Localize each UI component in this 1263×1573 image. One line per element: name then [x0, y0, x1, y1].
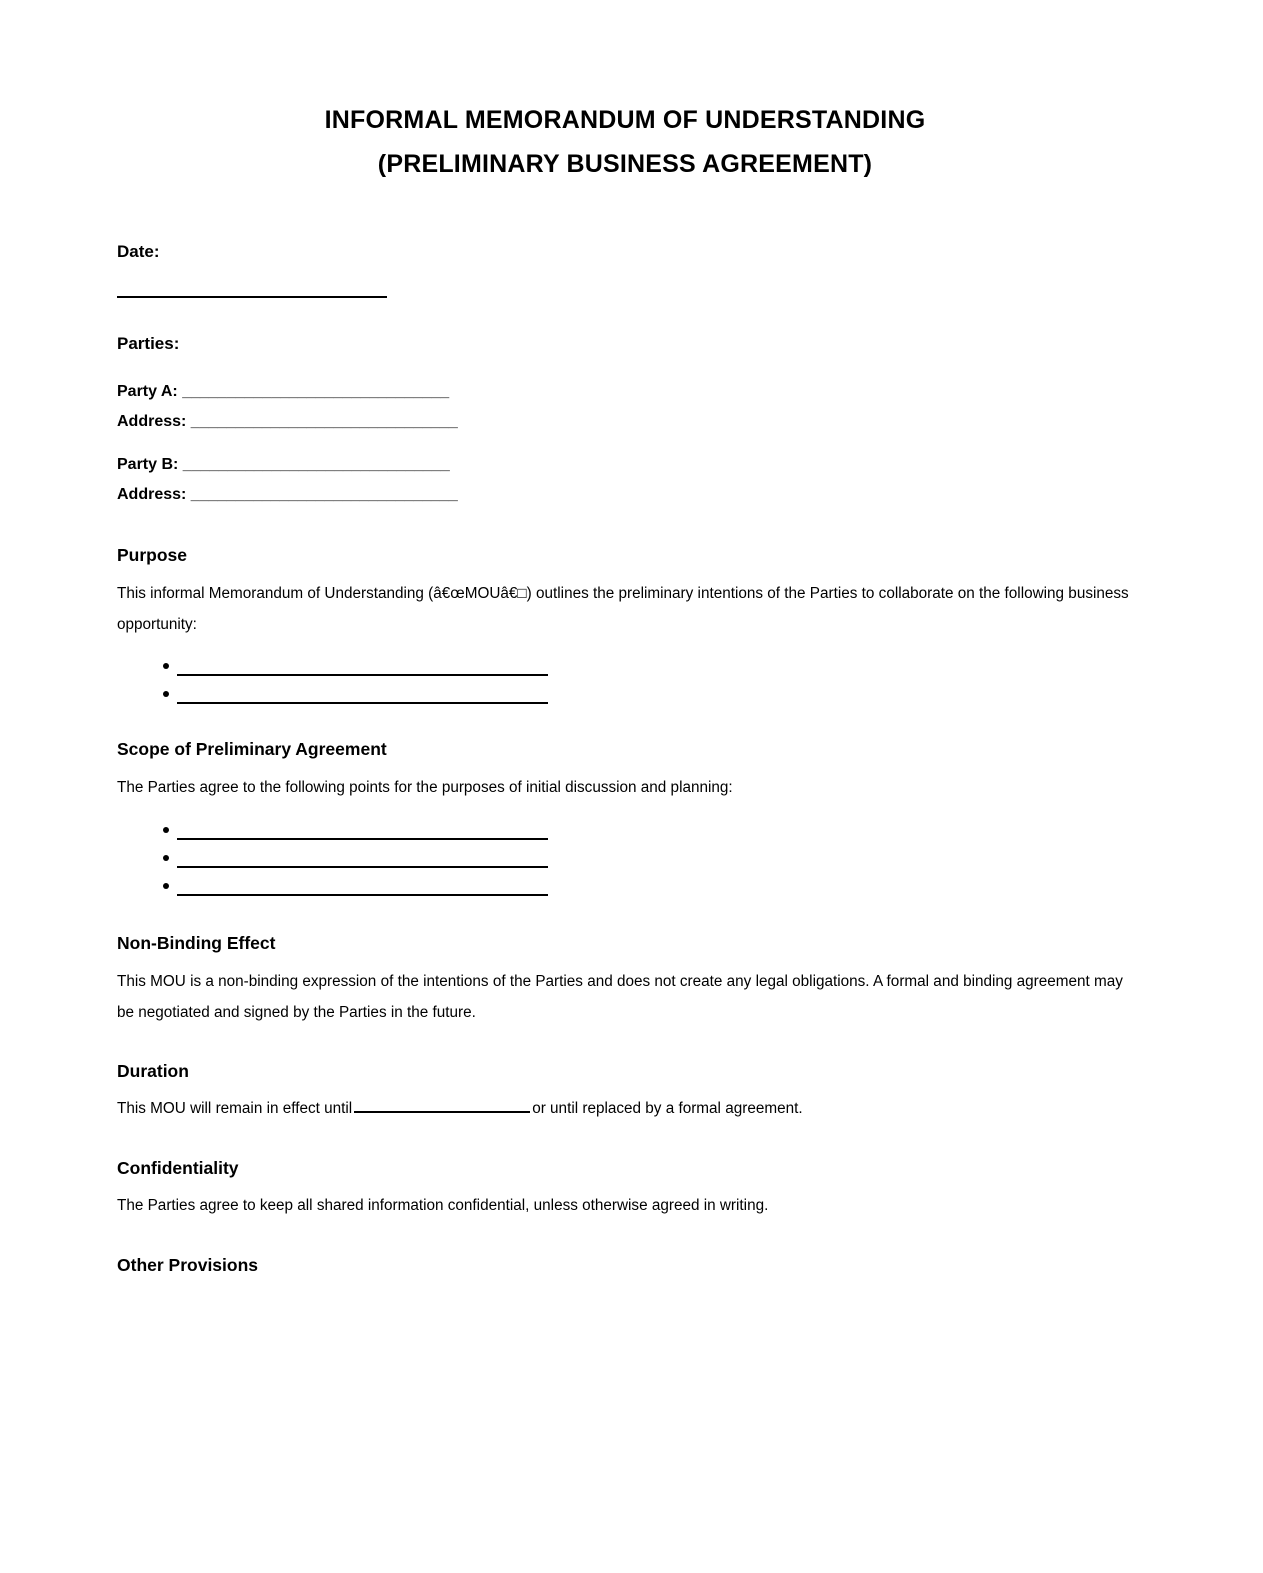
bullet-icon: [163, 691, 169, 697]
document-title-line-1: INFORMAL MEMORANDUM OF UNDERSTANDING: [324, 106, 926, 134]
confidentiality-body: The Parties agree to keep all shared information confidential, unless otherwise agreed in writing.: [117, 1197, 769, 1214]
bullet-icon: [163, 663, 169, 669]
scope-blank-list: [117, 818, 1133, 902]
bullet-icon: [163, 883, 169, 889]
list-item[interactable]: [117, 846, 1133, 874]
party-a-address-field[interactable]: Address: ______________________________: [117, 413, 458, 430]
duration-body: [117, 1093, 1133, 1124]
list-item[interactable]: [117, 682, 1133, 710]
duration-heading: Duration: [117, 1061, 189, 1081]
list-item[interactable]: [117, 818, 1133, 846]
scope-body: The Parties agree to the following points for the purposes of initial discussion and planning:: [117, 779, 733, 796]
date-label: Date:: [117, 242, 160, 261]
blank-line[interactable]: [177, 866, 548, 868]
party-a-field[interactable]: Party A: ______________________________: [117, 383, 450, 400]
non-binding-effect-heading: Non-Binding Effect: [117, 933, 276, 953]
blank-line[interactable]: [177, 838, 548, 840]
document-content: [117, 0, 1133, 1276]
blank-line[interactable]: [177, 674, 548, 676]
blank-line[interactable]: [177, 702, 548, 704]
parties-label: Parties:: [117, 334, 180, 353]
scope-heading: Scope of Preliminary Agreement: [117, 739, 387, 759]
other-provisions-heading: Other Provisions: [117, 1255, 259, 1275]
purpose-heading: Purpose: [117, 545, 188, 565]
date-blank-line[interactable]: [117, 296, 387, 298]
duration-text-after-blank: or until replaced by a formal agreement.: [532, 1100, 803, 1117]
list-item[interactable]: [117, 874, 1133, 902]
list-item[interactable]: [117, 654, 1133, 682]
purpose-blank-list: [117, 654, 1133, 710]
confidentiality-heading: Confidentiality: [117, 1158, 239, 1178]
blank-line[interactable]: [177, 894, 548, 896]
document-title-line-2: (PRELIMINARY BUSINESS AGREEMENT): [377, 150, 873, 178]
non-binding-effect-body: This MOU is a non-binding expression of the intentions of the Parties and does not create any legal obligations. A formal and binding agreement may be negotiated and signed by the Parties in the future.: [117, 973, 1123, 1021]
party-b-address-field[interactable]: Address: ______________________________: [117, 486, 458, 503]
purpose-body: This informal Memorandum of Understanding (â€œMOUâ€□) outlines the preliminary intentions of the Parties to collaborate on the following business opportunity:: [117, 585, 1129, 633]
duration-blank-field[interactable]: [354, 1096, 530, 1113]
bullet-icon: [163, 855, 169, 861]
party-b-field[interactable]: Party B: ______________________________: [117, 456, 450, 473]
bullet-icon: [163, 827, 169, 833]
duration-text-before-blank: This MOU will remain in effect until: [117, 1100, 353, 1117]
